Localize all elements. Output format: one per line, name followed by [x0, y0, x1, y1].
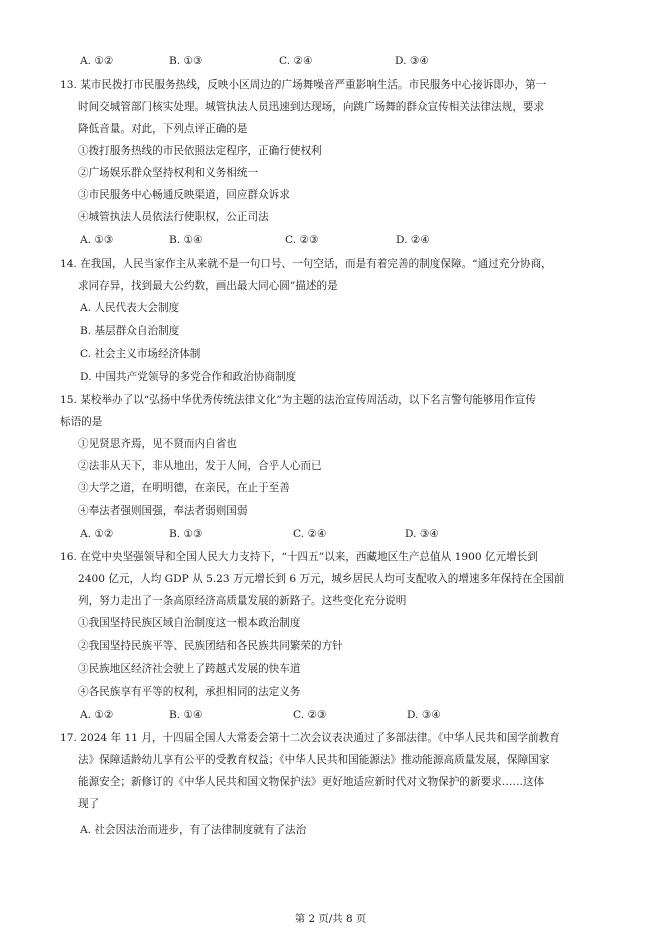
- q13-stem-line: 降低音量。对此，下列点评正确的是: [78, 123, 248, 135]
- q15-statement-1: ①见贤思齐焉，见不贤而内自省也: [78, 438, 237, 450]
- q12-option-a[interactable]: A. ①②: [80, 55, 114, 67]
- page-number: 第 2 页/共 8 页: [294, 913, 367, 925]
- q15-option-c[interactable]: C. ②④: [293, 528, 327, 540]
- q17-option-a[interactable]: A. 社会因法治而进步，有了法律制度就有了法治: [80, 824, 307, 836]
- q13-option-a[interactable]: A. ①③: [80, 234, 114, 246]
- q14-option-d[interactable]: D. 中国共产党领导的多党合作和政治协商制度: [80, 371, 297, 383]
- q15-option-b[interactable]: B. ①③: [169, 528, 203, 540]
- q15-stem-line: 标语的是: [60, 416, 103, 428]
- q13-statement-4: ④城管执法人员依法行使职权，公正司法: [78, 211, 269, 223]
- q16-stem-line: 列，努力走出了一条高原经济高质量发展的新路子。这些变化充分说明: [78, 595, 407, 607]
- q15-statement-3: ③大学之道，在明明德，在亲民，在止于至善: [78, 482, 290, 494]
- q16-option-d[interactable]: D. ③④: [407, 709, 441, 721]
- q13-stem-line: 13. 某市民拨打市民服务热线，反映小区周边的广场舞噪音严重影响生活。市民服务中心接诉即办，第一: [60, 79, 547, 91]
- q15-options: [80, 527, 580, 541]
- q14-stem-line: 14. 在我国，人民当家作主从来就不是一句口号、一句空话，而是有着完善的制度保障。“通过充分协商，: [60, 258, 552, 270]
- q15-stem-line: 15. 某校举办了以“弘扬中华优秀传统法律文化”为主题的法治宣传周活动，以下名言警句能够用作宣传: [60, 394, 536, 406]
- q14-option-c[interactable]: C. 社会主义市场经济体制: [80, 348, 201, 360]
- q14-option-a[interactable]: A. 人民代表大会制度: [80, 302, 180, 314]
- q17-stem-line: 17. 2024 年 11 月，十四届全国人大常委会第十二次会议表决通过了多部法律。《中华人民共和国学前教育: [60, 732, 560, 744]
- q13-statement-3: ③市民服务中心畅通反映渠道，回应群众诉求: [78, 189, 290, 201]
- q12-option-b[interactable]: B. ①③: [169, 55, 203, 67]
- q15-statement-4: ④奉法者强则国强，奉法者弱则国弱: [78, 505, 248, 517]
- q16-option-c[interactable]: C. ②③: [293, 709, 327, 721]
- q13-option-b[interactable]: B. ①④: [169, 234, 203, 246]
- q16-stem-line: 16. 在党中央坚强领导和全国人民大力支持下，“十四五”以来，西藏地区生产总值从 1900 亿元增长到: [60, 551, 538, 563]
- q13-option-d[interactable]: D. ②④: [396, 234, 430, 246]
- q13-options: [80, 233, 580, 247]
- q16-options: [80, 708, 580, 722]
- q17-stem-line: 现了: [78, 798, 100, 810]
- q16-statement-2: ②我国坚持民族平等、民族团结和各民族共同繁荣的方针: [78, 640, 343, 652]
- q16-option-b[interactable]: B. ①④: [169, 709, 203, 721]
- q12-option-c[interactable]: C. ②④: [279, 55, 313, 67]
- q15-statement-2: ②法非从天下，非从地出，发于人间，合乎人心而已: [78, 460, 322, 472]
- q13-stem-line: 时间交城管部门核实处理。城管执法人员迅速到达现场，向跳广场舞的群众宣传相关法律法规，要求: [78, 101, 545, 113]
- q15-option-a[interactable]: A. ①②: [80, 528, 114, 540]
- q14-stem-line: 求同存异，找到最大公约数，画出最大同心圆”描述的是: [78, 280, 338, 292]
- q14-option-b[interactable]: B. 基层群众自治制度: [80, 325, 180, 337]
- q17-stem-line: 能源安全；新修订的《中华人民共和国文物保护法》更好地适应新时代对文物保护的新要求……这体: [78, 776, 545, 788]
- q16-statement-4: ④各民族享有平等的权利，承担相同的法定义务: [78, 686, 301, 698]
- q16-statement-3: ③民族地区经济社会驶上了跨越式发展的快车道: [78, 663, 301, 675]
- q16-statement-1: ①我国坚持民族区域自治制度这一根本政治制度: [78, 617, 301, 629]
- q13-statement-1: ①拨打服务热线的市民依照法定程序，正确行使权利: [78, 145, 322, 157]
- q15-option-d[interactable]: D. ③④: [405, 528, 439, 540]
- q13-statement-2: ②广场娱乐群众坚持权利和义务相统一: [78, 167, 259, 179]
- q13-option-c[interactable]: C. ②③: [285, 234, 319, 246]
- q12-options: [80, 54, 580, 68]
- q17-stem-line: 法》保障适龄幼儿享有公平的受教育权益；《中华人民共和国能源法》推动能源高质量发展，保障国家: [78, 754, 550, 766]
- q16-stem-line: 2400 亿元，人均 GDP 从 5.23 万元增长到 6 万元，城乡居民人均可支配收入的增速多年保持在全国前: [78, 573, 565, 585]
- q12-option-d[interactable]: D. ③④: [395, 55, 429, 67]
- q16-option-a[interactable]: A. ①②: [80, 709, 114, 721]
